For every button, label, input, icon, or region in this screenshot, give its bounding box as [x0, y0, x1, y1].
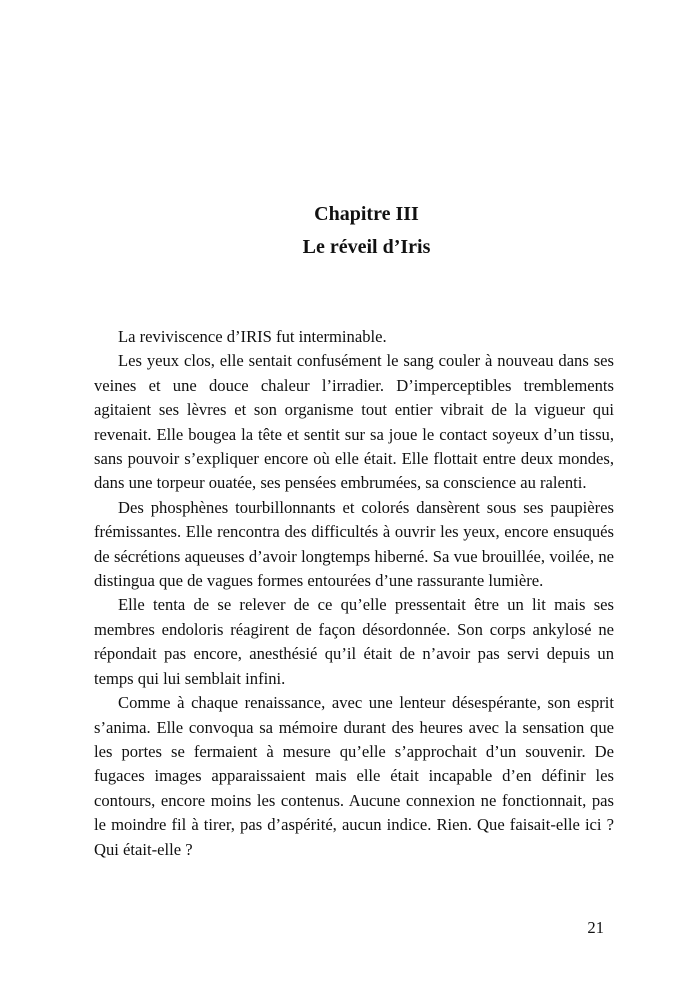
chapter-body — [94, 325, 614, 862]
chapter-title: Le réveil d’Iris — [302, 236, 431, 258]
paragraph: La reviviscence d’IRIS fut interminable. — [118, 327, 387, 346]
paragraph: Elle tenta de se relever de ce qu’elle pressentait être un lit mais ses membres endoloris réagirent de façon désordonnée. Son corps ankylosé ne répondait pas encore, anesthésié qu’il était de n’avoir pas servi depuis un temps qui lui semblait infini. — [94, 595, 614, 688]
chapter-number: Chapitre III — [314, 203, 419, 225]
chapter-heading — [0, 198, 700, 264]
paragraph: Des phosphènes tourbillonnants et colorés dansèrent sous ses paupières frémissantes. Elle rencontra des difficultés à ouvrir les yeux, encore ensuqués de sécrétions aqueuses d’avoir longtemps hiberné. Sa vue brouillée, voilée, ne distingua que de vagues formes entourées d’une rassurante lumière. — [94, 497, 614, 591]
paragraph: Les yeux clos, elle sentait confusément le sang couler à nouveau dans ses veines et une douce chaleur l’irradier. D’imperceptibles tremblements agitaient ses lèvres et son organisme tout entier vibrait de la vigueur qui revenait. Elle bougea la tête et sentit sur sa joue le contact soyeux d’un tissu, sans pouvoir s’expliquer encore où elle était. Elle flottait entre deux mondes, dans une torpeur ouatée, ses pensées embrumées, sa conscience au ralenti. — [94, 351, 614, 493]
paragraph: Comme à chaque renaissance, avec une lenteur désespérante, son esprit s’anima. Elle convoqua sa mémoire durant des heures avec la sensation que les portes se fermaient à mesure qu’elle s’approchait d’un souvenir. De fugaces images apparaissaient mais elle était incapable d’en définir les contours, encore moins les contenus. Aucune connexion ne fonctionnait, pas le moindre fil à tirer, pas d’aspérité, aucun indice. Rien. Que faisait-elle ici ? Qui était-elle ? — [94, 693, 614, 859]
page-number: 21 — [587, 918, 604, 937]
